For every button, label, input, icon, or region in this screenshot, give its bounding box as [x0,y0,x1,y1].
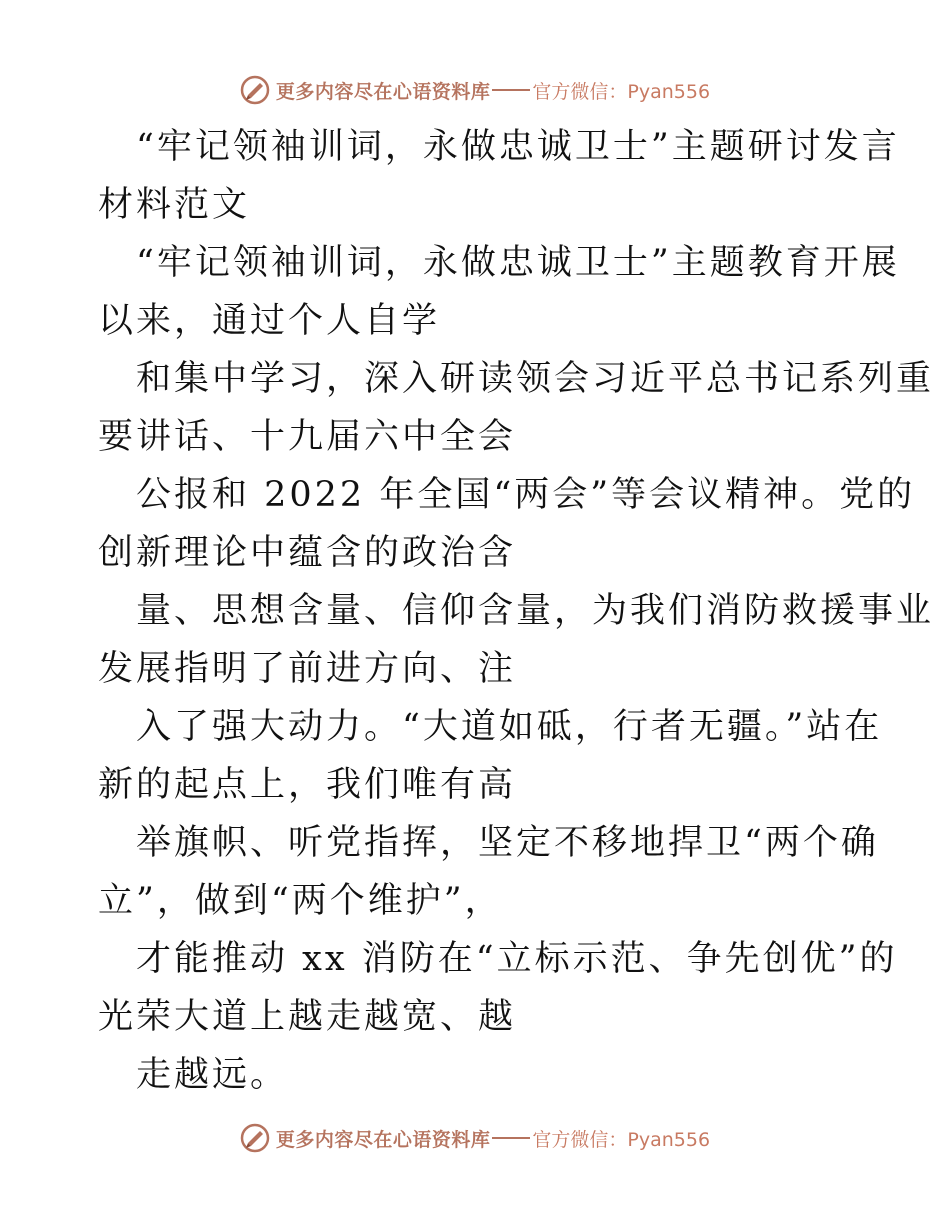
header-banner-text: 更多内容尽在心语资料库 [275,80,491,103]
header-dash [492,89,530,91]
document-line: 公报和 2022 年全国“两会”等会议精神。党的 [136,475,916,515]
document-line: 走越远。 [136,1055,289,1095]
document-line: 入了强大动力。“大道如砥，行者无疆。”站在 [136,707,883,747]
document-line: 才能推动 xx 消防在“立标示范、争先创优”的 [136,939,898,979]
document-line: “牢记领袖训词，永做忠诚卫士”主题研讨发言 [136,127,900,167]
logo-icon [240,75,270,105]
document-line: 光荣大道上越走越宽、越 [98,997,517,1037]
document-line: 发展指明了前进方向、注 [98,649,517,689]
logo-icon [240,1123,270,1153]
footer-banner-text: 更多内容尽在心语资料库 [275,1128,491,1151]
footer-wechat-text: 官方微信：Pyan556 [532,1128,711,1151]
document-line: 立”，做到“两个维护”， [98,881,503,921]
header-wechat-text: 官方微信：Pyan556 [532,80,711,103]
document-line: 和集中学习，深入研读领会习近平总书记系列重 [136,359,935,399]
header-banner [0,72,950,108]
footer-dash [492,1137,530,1139]
document-line: “牢记领袖训词，永做忠诚卫士”主题教育开展 [136,243,900,283]
footer-banner [0,1120,950,1156]
document-line: 要讲话、十九届六中全会 [98,417,517,457]
document-line: 以来，通过个人自学 [98,301,441,341]
document-body [98,118,935,1104]
document-line: 量、思想含量、信仰含量，为我们消防救援事业 [136,591,935,631]
document-line: 举旗帜、听党指挥，坚定不移地捍卫“两个确 [136,823,879,863]
document-line: 新的起点上，我们唯有高 [98,765,517,805]
document-line: 创新理论中蕴含的政治含 [98,533,517,573]
document-line: 材料范文 [98,185,251,225]
